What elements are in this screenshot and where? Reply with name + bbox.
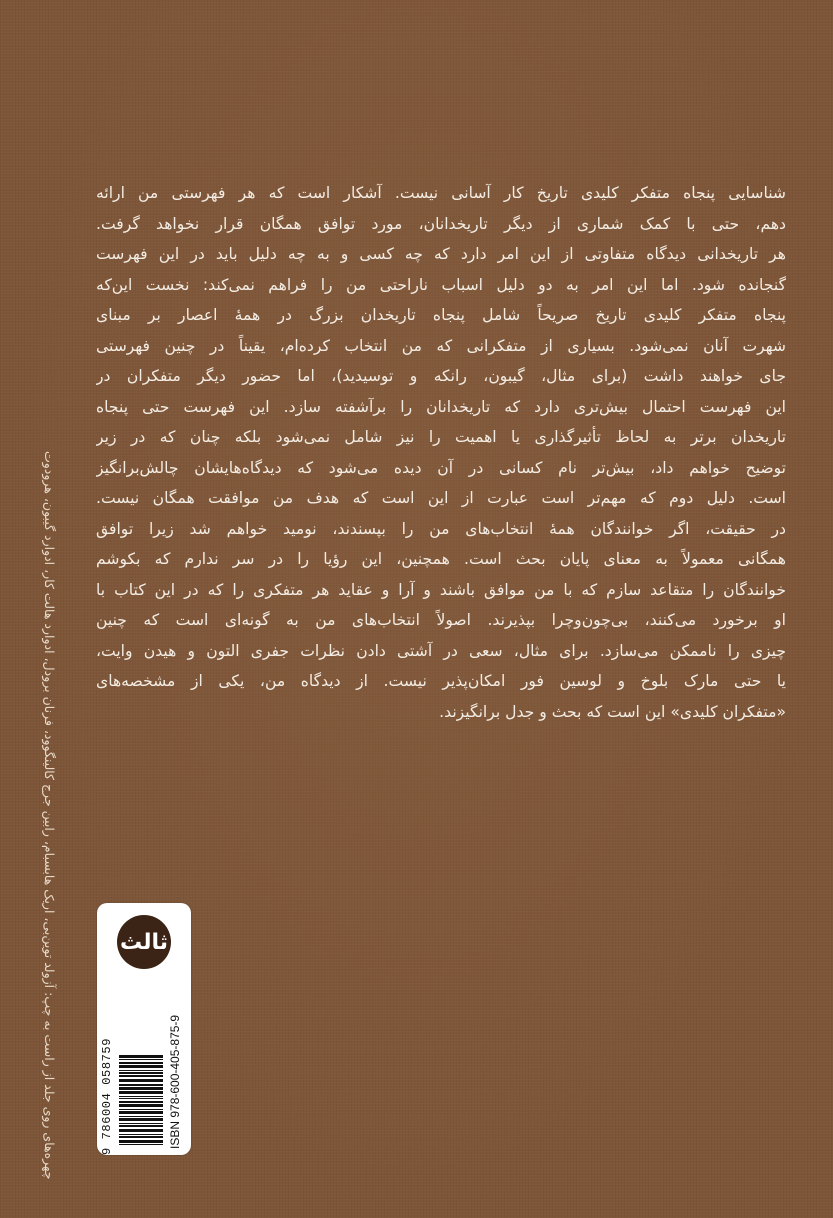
barcode-bar [119,1123,163,1124]
barcode-bar [119,1101,163,1103]
barcode-bar [119,1096,163,1097]
blurb-line: جای خواهند داشت (برای مثال، گیبون، رانکه و توسیدید)، اما حضور دیگر متفکران در [96,367,786,385]
blurb-line: دهم، حتی با کمک شماری از دیگر تاریخدانان، مورد توافق همگان قرار نخواهد گرفت. [96,214,786,233]
barcode-bar [119,1129,163,1132]
back-cover-blurb [96,178,786,727]
barcode-bar [119,1070,163,1071]
barcode-bar [119,1079,163,1082]
barcode-digits: 9 786004 058759 [100,1037,114,1155]
barcode-bar [119,1116,163,1117]
blurb-line: شناسایی پنجاه متفکر کلیدی تاریخ کار آسانی نیست. آشکار است که هر فهرستی من ارائه [96,184,786,202]
barcode-bar [119,1062,163,1064]
blurb-line: همگانی معمولاً به معنای پایان بحث است. همچنین، این رؤیا را در سر ندارم که بکوشم [96,550,786,568]
barcode-bar [119,1118,163,1121]
barcode-bar [119,1125,163,1127]
cover-faces-caption: چهره‌های روی جلد از راست به چپ: آزولد توین‌بی، اریک هابسبام، رابین جرج کالینگوود، فرنان برودل، ادوارد هالت کار، ادوارد گیبون، هرودوت [42,451,57,1180]
barcode-bar [119,1075,163,1077]
blurb-line: است. دلیل دوم که مهم‌تر است عبارت از این است که هدف من موافقت همگان نیست. [96,489,786,507]
blurb-line: یا حتی مارک بلوخ و لوسین فور امکان‌پذیر نیست. از دیدگاه من، یکی از مشخصه‌های [96,672,786,690]
barcode [119,987,163,1147]
blurb-line: پنجاه متفکر کلیدی تاریخ صریحاً شامل پنجاه تاریخدان بزرگ در همهٔ اعصار بر مبنای [96,306,786,324]
blurb-line: در حقیقت، اگر خوانندگان همهٔ انتخاب‌های من را بپسندند، نومید خواهم شد زیرا توافق [96,519,786,538]
barcode-bar [119,1109,163,1110]
barcode-bar [119,1091,163,1094]
barcode-bar [119,1059,163,1060]
barcode-bar [119,1104,163,1107]
blurb-line: هر تاریخدانی دیدگاه متفاوتی از این امر دارد که چه کسی و به چه دلیل باید در این فهرست [96,245,786,263]
blurb-line: شهرت آنان نمی‌شود. بسیاری از متفکرانی که من انتخاب کرده‌ام، یقیناً در چنین فهرستی [96,336,786,355]
isbn-label: ISBN 978-600-405-875-9 [168,1014,182,1149]
barcode-bar [119,1084,163,1086]
barcode-bar [119,1140,163,1143]
barcode-bar [119,1144,163,1145]
barcode-bar [119,1055,163,1058]
blurb-line: او برخورد می‌کنند، بی‌چون‌وچرا بپذیرند. اصولاً انتخاب‌های من به گونه‌ای است که چنین [96,611,786,629]
barcode-bar [119,1087,163,1090]
blurb-line: تاریخدان برتر به لحاظ تأثیرگذاری یا اهمیت را نیز شامل نمی‌شود بلکه چنان که در زیر [96,428,786,446]
blurb-line: این فهرست احتمال بیش‌تری دارد که تاریخدانان را برآشفته سازد. این فهرست حتی پنجاه [96,397,786,416]
blurb-line: گنجانده شود. اما این امر به دو دلیل اسباب ناراحتی من را فراهم نمی‌کند: نخست این‌که [96,275,786,294]
blurb-line: چیزی را ناممکن می‌سازد. برای مثال، سعی در آشتی دادن نظرات جفری التون و هیدن وایت، [96,641,786,660]
isbn-panel [97,903,191,1155]
blurb-line: «متفکران کلیدی» این است که بحث و جدل برانگیزند. [439,702,786,721]
blurb-line: توضیح خواهم داد، بیش‌تر نام کسانی در آن دیده می‌شود که دیدگاه‌هایشان چالش‌برانگیز [96,458,786,477]
barcode-bar [119,1065,163,1068]
publisher-logo: ثالث [117,915,171,969]
barcode-bar [119,1111,163,1114]
barcode-bar [119,1136,163,1138]
barcode-bar [119,1098,163,1099]
barcode-block [97,983,191,1155]
blurb-line: خوانندگان را متقاعد سازم که با من موافق باشند و آرا و عقاید هر متفکری را که در این کتاب با [96,580,786,599]
barcode-bar [119,1072,163,1074]
barcode-bar [119,1134,163,1135]
